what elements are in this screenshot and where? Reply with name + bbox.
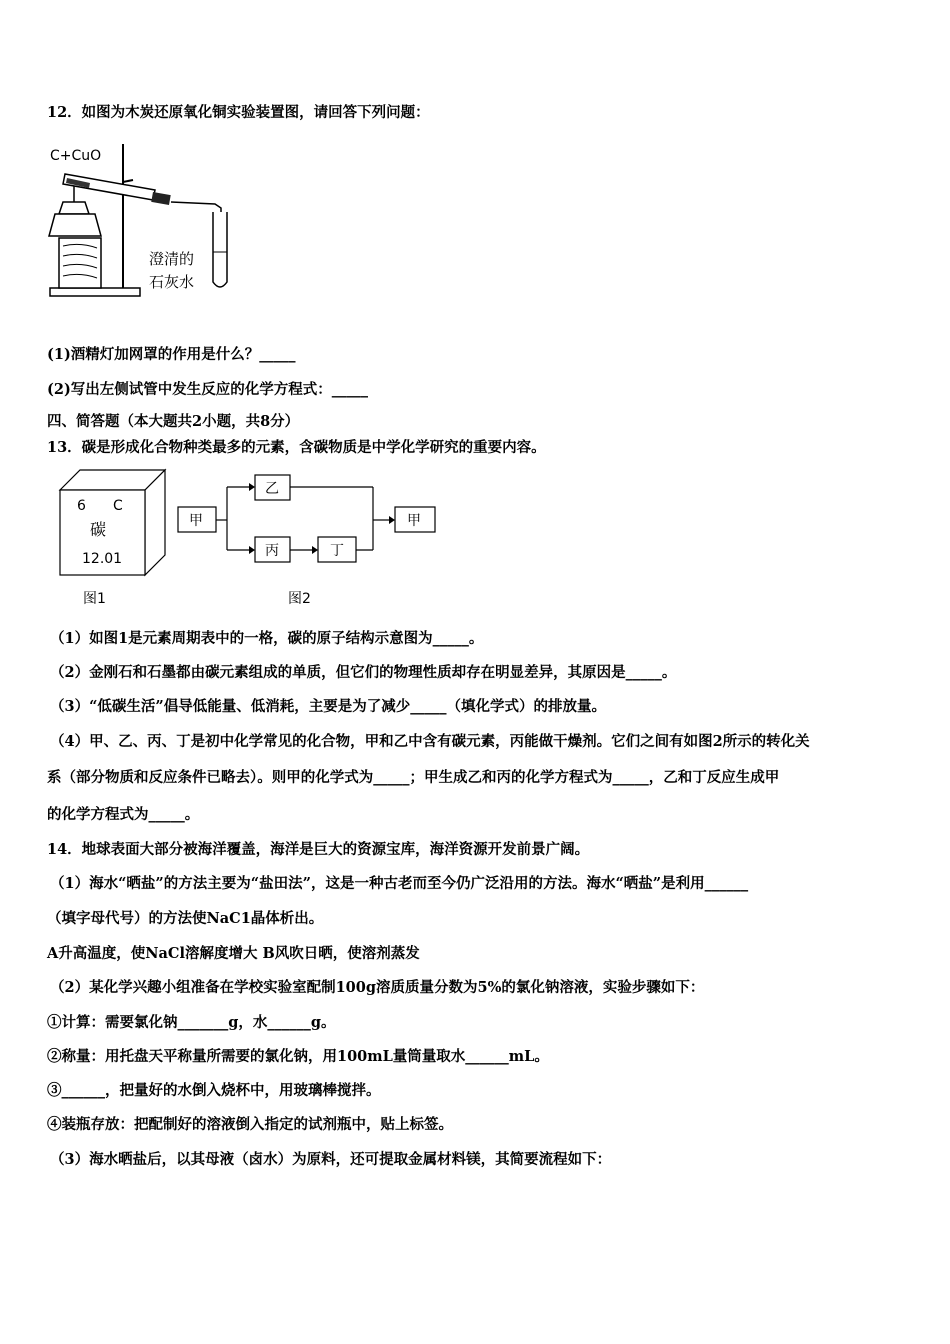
q14-sub1-line1: （1）海水“晒盐”的方法主要为“盐田法”，这是一种古老而至今仍广泛沿用的方法。海水“晒盐”是利用______ [50, 875, 749, 892]
apparatus-figure [45, 142, 240, 302]
q14-step1: ①计算：需要氯化钠_______g，水______g。 [47, 1014, 336, 1031]
q13-sub4-line1: （4）甲、乙、丙、丁是初中化学常见的化合物，甲和乙中含有碳元素，丙能做干燥剂。它们之间有如图2所示的转化关 [50, 733, 810, 750]
box-ding: 丁 [330, 543, 344, 559]
box-jia-left: 甲 [189, 513, 203, 529]
atomic-number: 6 [77, 498, 86, 514]
q13-sub1: （1）如图1是元素周期表中的一格，碳的原子结构示意图为_____。 [50, 630, 484, 647]
q13-sub2: （2）金刚石和石墨都由碳元素组成的单质，但它们的物理性质却存在明显差异，其原因是_____。 [50, 664, 677, 681]
q14-sub1-line2: （填字母代号）的方法使NaC1晶体析出。 [47, 910, 324, 927]
q13-title: 13．碳是形成化合物种类最多的元素，含碳物质是中学化学研究的重要内容。 [47, 439, 546, 456]
box-yi: 乙 [265, 481, 279, 497]
reactant-label: C+CuO [50, 148, 102, 164]
q12-sub2: (2)写出左侧试管中发生反应的化学方程式：_____ [47, 381, 369, 398]
box-bing: 丙 [265, 543, 279, 559]
q13-sub3: （3）“低碳生活”倡导低能量、低消耗，主要是为了减少_____（填化学式）的排放量。 [50, 698, 607, 715]
q14-options: A升高温度，使NaCl溶解度增大 B风吹日晒，使溶剂蒸发 [47, 945, 420, 962]
box-jia-right: 甲 [407, 513, 421, 529]
section-4-heading: 四、简答题（本大题共2小题，共8分） [47, 413, 300, 430]
q14-step3: ③______，把量好的水倒入烧杯中，用玻璃棒搅拌。 [47, 1082, 381, 1099]
figure-2-caption: 图2 [288, 591, 311, 607]
limewater-label-2: 石灰水 [149, 273, 195, 291]
q13-sub4-line3: 的化学方程式为_____。 [47, 806, 200, 823]
atomic-mass: 12.01 [82, 551, 123, 567]
limewater-label-1: 澄清的 [149, 250, 195, 268]
q13-figures [55, 465, 455, 615]
q13-sub4-line2: 系（部分物质和反应条件已略去）。则甲的化学式为_____；甲生成乙和丙的化学方程式为_____，乙和丁反应生成甲 [47, 769, 780, 786]
element-symbol: C [113, 498, 123, 514]
q12-title: 12．如图为木炭还原氧化铜实验装置图，请回答下列问题： [47, 104, 430, 121]
element-name: 碳 [90, 520, 107, 539]
figure-1-caption: 图1 [83, 591, 106, 607]
q14-sub2: （2）某化学兴趣小组准备在学校实验室配制100g溶质质量分数为5%的氯化钠溶液，实验步骤如下： [50, 979, 705, 996]
q14-title: 14．地球表面大部分被海洋覆盖，海洋是巨大的资源宝库，海洋资源开发前景广阔。 [47, 841, 590, 858]
q14-step2: ②称量：用托盘天平称量所需要的氯化钠，用100mL量筒量取水______mL。 [47, 1048, 549, 1065]
q12-sub1: (1)酒精灯加网罩的作用是什么？_____ [47, 346, 296, 363]
q14-sub3: （3）海水晒盐后，以其母液（卤水）为原料，还可提取金属材料镁，其简要流程如下： [50, 1151, 612, 1168]
q14-step4: ④装瓶存放：把配制好的溶液倒入指定的试剂瓶中，贴上标签。 [47, 1116, 453, 1133]
